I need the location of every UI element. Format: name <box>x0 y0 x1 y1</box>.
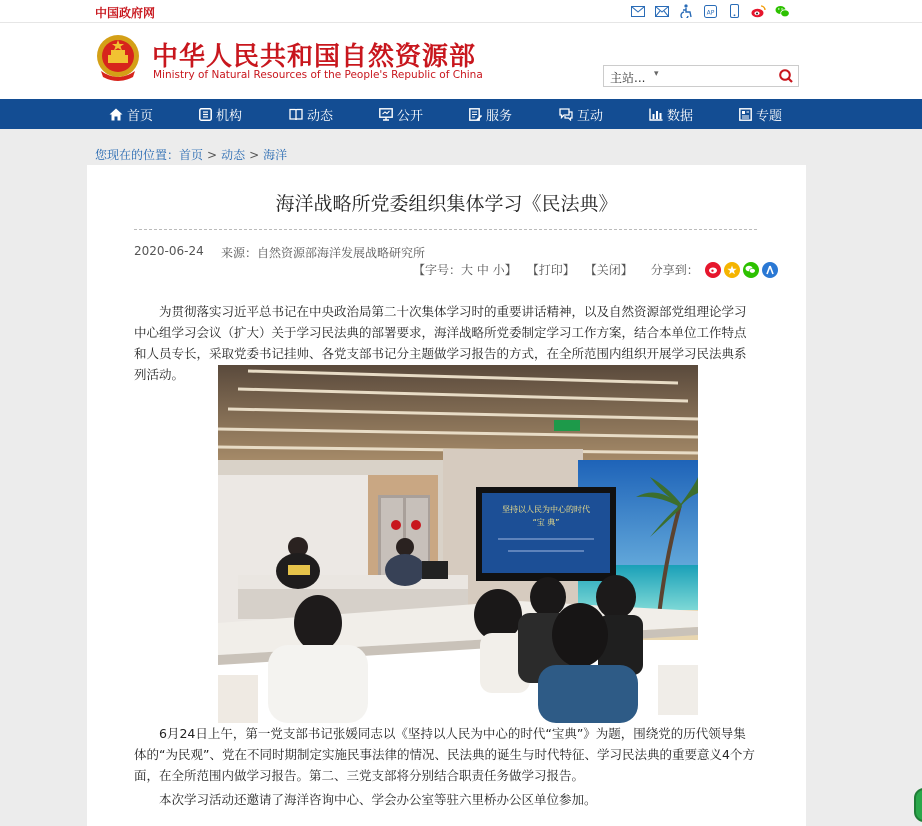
screen-text-line2: “宝 典” <box>532 518 560 527</box>
close-button[interactable]: 【关闭】 <box>584 263 633 277</box>
font-size-prefix: 【字号： <box>413 263 462 277</box>
article-tools <box>413 261 781 278</box>
svg-text:AP: AP <box>706 9 714 16</box>
share-people-icon[interactable] <box>762 262 778 278</box>
chart-icon <box>649 108 663 121</box>
nav-interaction[interactable] <box>550 99 640 129</box>
breadcrumb-separator: > <box>249 148 260 162</box>
nav-home-label: 首页 <box>127 108 154 124</box>
article-paragraph-1: 为贯彻落实习近平总书记在中央政治局第二十次集体学习时的重要讲话精神，以及自然资源部党组理论学习中心组学习会议（扩大）关于学习民法典的部署要求，海洋战略所党委制定学习工作方案，结合本单位工作特点和人员专长，采取党委书记挂帅、各党支部书记分主题做学习报告的方式，在全所范围内组织开展学习民法典系列活动。 <box>134 304 747 382</box>
breadcrumb <box>95 146 287 163</box>
news-icon <box>289 108 303 121</box>
nav-service[interactable] <box>460 99 550 129</box>
nav-disclosure-label: 公开 <box>397 108 424 124</box>
breadcrumb-home[interactable]: 首页 <box>179 148 204 162</box>
article-date: 2020-06-24 <box>134 244 204 258</box>
mobile-icon[interactable] <box>726 3 742 19</box>
gov-portal-link[interactable]: 中国政府网 <box>95 6 156 20</box>
share-weibo-icon[interactable] <box>705 262 721 278</box>
share-wechat-icon[interactable] <box>743 262 759 278</box>
site-header <box>0 23 922 99</box>
article-container <box>87 165 806 826</box>
national-emblem-logo <box>95 33 141 83</box>
nav-org-label: 机构 <box>216 108 243 124</box>
topic-icon <box>739 108 752 121</box>
screen-text-line1: 坚持以人民为中心的时代 <box>502 505 590 514</box>
breadcrumb-news[interactable]: 动态 <box>221 148 246 162</box>
article-title: 海洋战略所党委组织集体学习《民法典》 <box>275 193 618 215</box>
article-photo <box>218 365 698 723</box>
top-icons <box>630 3 790 19</box>
nav-topic-label: 专题 <box>756 108 783 124</box>
nav-data[interactable] <box>640 99 730 129</box>
main-nav <box>0 99 922 129</box>
site-title-cn: 中华人民共和国自然资源部 <box>152 42 477 72</box>
breadcrumb-separator: > <box>207 148 218 162</box>
font-medium-button[interactable]: 中 <box>476 263 489 277</box>
wechat-icon[interactable] <box>774 3 790 19</box>
accessibility-icon[interactable] <box>678 3 694 19</box>
nav-news-label: 动态 <box>307 108 334 124</box>
font-size-control <box>413 261 517 278</box>
share-label: 分享到： <box>650 263 699 277</box>
site-title-en: Ministry of Natural Resources of the People's Republic of China <box>153 69 483 81</box>
disclosure-icon <box>379 108 393 121</box>
search-icon <box>778 68 794 84</box>
nav-org[interactable] <box>190 99 280 129</box>
search-button[interactable] <box>778 68 794 84</box>
font-small-button[interactable]: 小 <box>492 263 505 277</box>
app-icon[interactable] <box>702 3 718 19</box>
org-icon <box>199 108 212 121</box>
print-button[interactable]: 【打印】 <box>526 263 575 277</box>
top-bar <box>0 0 922 23</box>
nav-data-label: 数据 <box>667 108 694 124</box>
nav-news[interactable] <box>280 99 370 129</box>
nav-home[interactable] <box>100 99 190 129</box>
breadcrumb-ocean[interactable]: 海洋 <box>263 148 288 162</box>
mail-icon[interactable] <box>630 3 646 19</box>
service-icon <box>469 108 482 121</box>
breadcrumb-prefix: 您现在的位置： <box>95 148 180 162</box>
font-size-suffix: 】 <box>504 263 517 277</box>
article-paragraph-2: 6月24日上午，第一党支部书记张媛同志以《坚持以人民为中心的时代“宝典”》为题，围绕党的历代领导集体的“为民观”、党在不同时期制定实施民事法律的情况、民法典的诞生与时代特征、学习民法典的重要意义4个方面，在全所范围内做学习报告。第二、三党支部将分别结合职责任务做学习报告。 <box>134 726 755 783</box>
nav-service-label: 服务 <box>486 108 513 124</box>
search-input[interactable] <box>666 68 774 84</box>
nav-disclosure[interactable] <box>370 99 460 129</box>
home-icon <box>109 108 123 121</box>
article-source: 来源：自然资源部海洋发展战略研究所 <box>221 246 426 260</box>
search-box <box>603 65 799 87</box>
font-large-button[interactable]: 大 <box>461 263 474 277</box>
search-scope-select[interactable]: 主站... <box>610 71 646 85</box>
floating-side-button[interactable] <box>914 788 922 822</box>
title-divider <box>134 229 757 230</box>
chat-icon <box>559 108 573 121</box>
chevron-down-icon[interactable]: ▾ <box>654 69 659 79</box>
message-icon[interactable] <box>654 3 670 19</box>
nav-interaction-label: 互动 <box>577 108 604 124</box>
weibo-icon[interactable] <box>750 3 766 19</box>
article-paragraph-3: 本次学习活动还邀请了海洋咨询中心、学会办公室等驻六里桥办公区单位参加。 <box>159 792 597 807</box>
nav-topic[interactable] <box>730 99 820 129</box>
share-qzone-icon[interactable] <box>724 262 740 278</box>
